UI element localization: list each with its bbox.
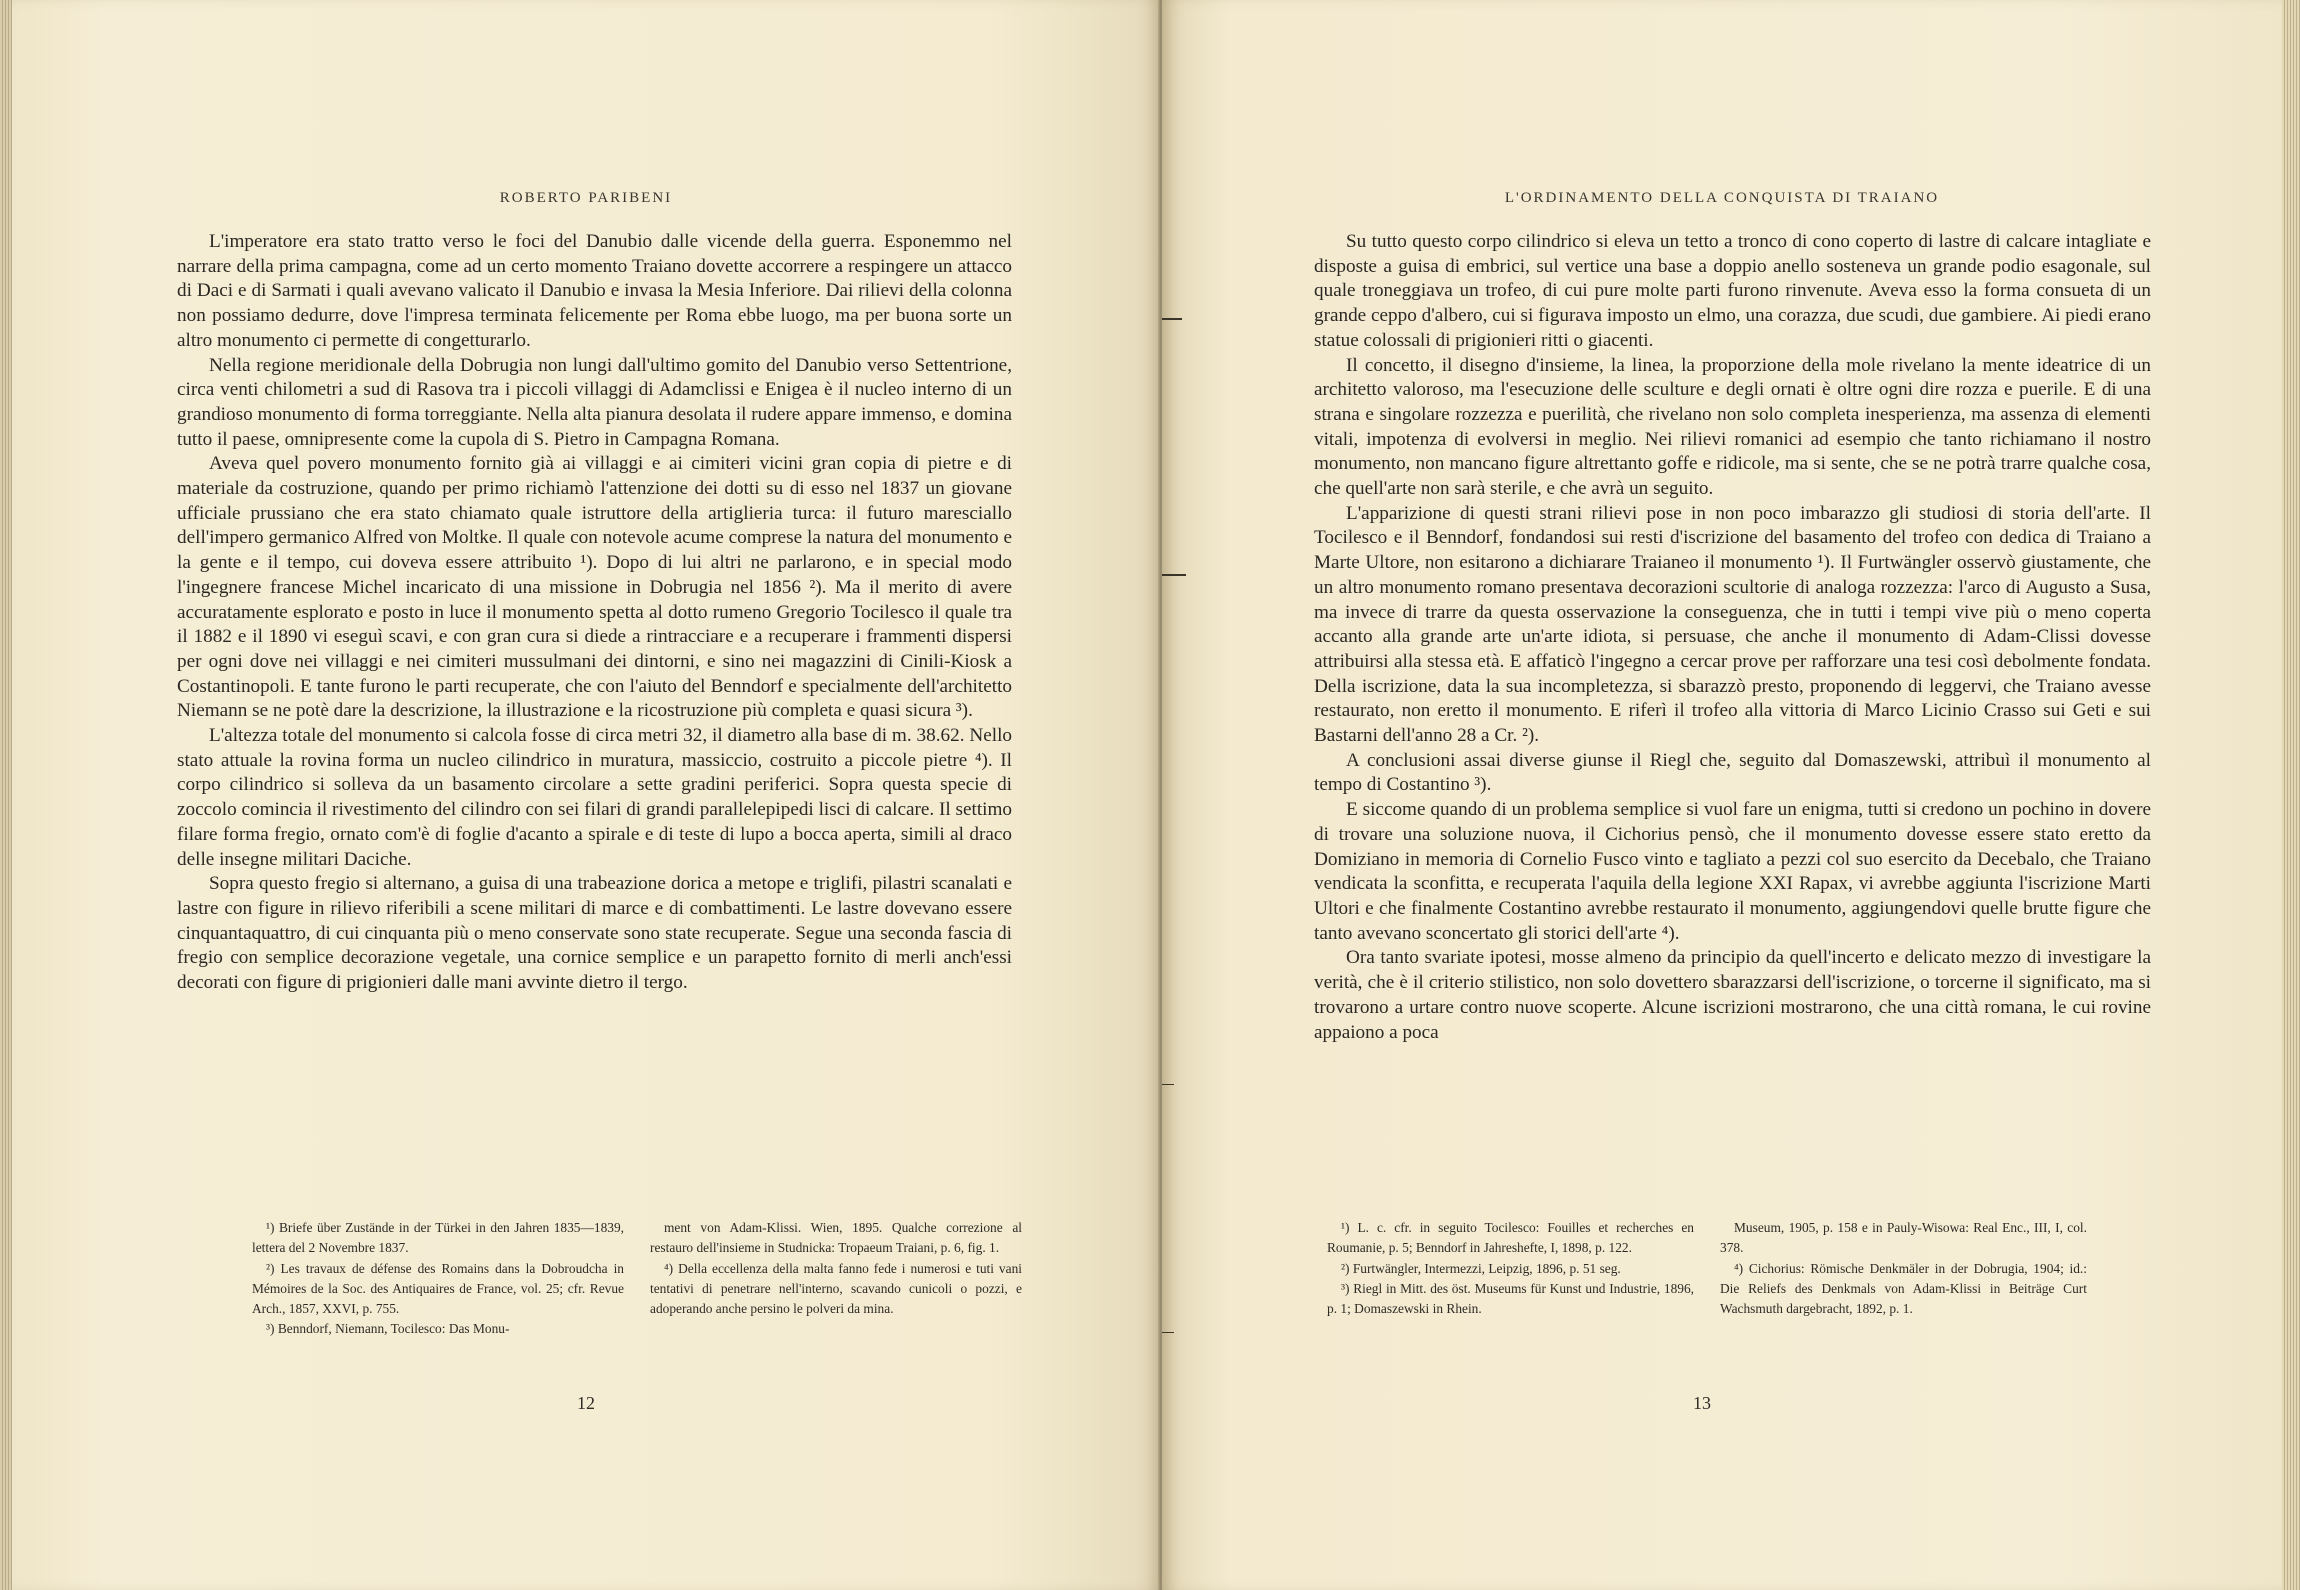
footnote: ³) Riegl in Mitt. des öst. Museums für Kunst und Industrie, 1896, p. 1; Domaszewski in Rhein. xyxy=(1327,1280,1694,1317)
footnote-column xyxy=(252,1218,624,1340)
footnote: ⁴) Cichorius: Römische Denkmäler in der Dobrugia, 1904; id.: Die Reliefs des Denkmals von Adam-Klissi in Beiträge Curt Wachsmuth dargebracht, 1892, p. 1. xyxy=(1720,1260,2087,1317)
binding-stitch-mark xyxy=(1162,1084,1174,1085)
footnote-column xyxy=(1327,1218,1694,1319)
running-head-left: ROBERTO PARIBENI xyxy=(499,190,673,206)
footnote: ²) Les travaux de défense des Romains dans la Dobroudcha in Mémoires de la Soc. des Antiquaires de France, vol. 25; cfr. Revue Arch., 1857, XXVI, p. 755. xyxy=(252,1260,624,1317)
paragraph: L'apparizione di questi strani rilievi pose in non poco imbarazzo gli studiosi di storia dell'arte. Il Tocilesco e il Benndorf, fondandosi sui resti d'iscrizione del basamento del trofeo con dedica di Traiano a Marte Ultore, non esitarono a dichiarare Traianeo il monumento ¹). Il Furtwängler osservò giustamente, che un altro monumento romano presentava decorazioni scultorie di analoga rozzezza: l'arco di Augusto a Susa, ma invece di trarre da questa osservazione la conseguenza, che in tutti i tempi vive più o meno coperta accanto alla grande arte un'arte idiota, si persuase, che anche il monumento di Adam-Clissi dovesse attribuirsi alla stessa età. E affaticò l'ingegno a cercar prove per rafforzare una tesi così debolmente fondata. Della iscrizione, data la sua incompletezza, si sbarazzò presto, proponendo di leggervi, che Traiano avesse restaurato, non eretto il monumento. E riferì il trofeo alla vittoria di Marco Licinio Crasso sui Geti e sui Bastarni dell'anno 28 a Cr. ²). xyxy=(1314,502,2151,747)
footnote-column xyxy=(1720,1218,2087,1319)
running-head-right: L'ORDINAMENTO DELLA CONQUISTA DI TRAIANO xyxy=(1504,190,1940,206)
paragraph: Sopra questo fregio si alternano, a guisa di una trabeazione dorica a metope e triglifi, pilastri scanalati e lastre con figure in rilievo riferibili a scene militari di marce e di combattimenti. Le lastre dovevano essere cinquantaquattro, di cui cinquanta più o meno conservate sono state recuperate. Segue una seconda fascia di fregio con semplice decorazione vegetale, una cornice semplice e un parapetto fornito di merli anch'essi decorati con figure di prigionieri dalle mani avvinte dietro il tergo. xyxy=(177,873,1012,994)
paragraph: L'imperatore era stato tratto verso le foci del Danubio dalle vicende della guerra. Esponemmo nel narrare della prima campagna, come ad un certo momento Traiano dovette accorrere a respingere un attacco di Daci e di Sarmati i quali avevano valicato il Danubio e invasa la Mesia Inferiore. Dai rilievi della colonna non possiamo dedurre, dove l'impresa terminata felicemente per Roma ebbe luogo, ma per buona sorte un altro monumento ci permette di congetturarlo. xyxy=(177,231,1012,351)
paragraph: Ora tanto svariate ipotesi, mosse almeno da principio da quell'incerto e delicato mezzo di investigare la verità, che è il criterio stilistico, non solo dovettero sbarazzarsi dell'iscrizione, o torcerne il significato, ma si trovarono a urtare contro nuove scoperte. Alcune iscrizioni mostrarono, che una città romana, le cui rovine appaiono a poca xyxy=(1314,947,2151,1043)
left-body-text xyxy=(177,230,1012,996)
binding-stitch-mark xyxy=(1162,318,1182,320)
footnote: ³) Benndorf, Niemann, Tocilesco: Das Monu- xyxy=(266,1321,510,1337)
footnote-column xyxy=(650,1218,1022,1340)
paragraph: E siccome quando di un problema semplice si vuol fare un enigma, tutti si credono un pochino in dovere di trovare una soluzione nuova, il Cichorius pensò, che il monumento dovesse essere stato eretto da Domiziano in memoria di Cornelio Fusco vinto e tagliato a pezzi col suo esercito da Decebalo, che Traiano vendicata la sconfitta, e recuperata l'aquila della legione XXI Rapax, vi avrebbe aggiunta l'iscrizione Marti Ultori e che finalmente Costantino avrebbe restaurato il monumento, aggiungendovi quelle brutte figure che tanto avevano sconcertato gli storici dell'arte ⁴). xyxy=(1314,799,2151,944)
paragraph: Nella regione meridionale della Dobrugia non lungi dall'ultimo gomito del Danubio verso Settentrione, circa venti chilometri a sud di Rasova tra i piccoli villaggi di Adamclissi e Enigea è il nucleo interno di un grandioso monumento di forma torreggiante. Nella alta pianura desolata il rudere appare immenso, e domina tutto il paese, omnipresente come la cupola di S. Pietro in Campagna Romana. xyxy=(177,354,1012,450)
binding-stitch-mark xyxy=(1162,1332,1174,1333)
footnote: Museum, 1905, p. 158 e in Pauly-Wisowa: Real Enc., III, I, col. 378. xyxy=(1720,1220,2087,1256)
page-number-left: 12 xyxy=(577,1393,595,1413)
footnote: ¹) Briefe über Zustände in der Türkei in den Jahren 1835—1839, lettera del 2 Novembre 1837. xyxy=(252,1220,624,1256)
paragraph: Il concetto, il disegno d'insieme, la linea, la proporzione della mole rivelano la mente ideatrice di un architetto valoroso, ma l'esecuzione delle sculture e degli ornati è oltre ogni dire rozza e puerile. E di una strana e singolare rozzezza e puerilità, che rivelano non solo completa inesperienza, ma assenza di elementi vitali, impotenza di evolversi in meglio. Nei rilievi romanici ad esempio che tanto richiamano il nostro monumento, non mancano figure altrettanto goffe e ridicole, ma si sente, che se ne potrà trarre qualche cosa, che quell'arte non sarà sterile, e che avrà un seguito. xyxy=(1314,354,2151,500)
footnote: ²) Furtwängler, Intermezzi, Leipzig, 1896, p. 51 seg. xyxy=(1341,1260,1621,1276)
paragraph: Su tutto questo corpo cilindrico si eleva un tetto a tronco di cono coperto di lastre di calcare intagliate e disposte a guisa di embrici, sul vertice una base a doppio anello sosteneva un grande podio esagonale, sul quale troneggiava un trofeo, di cui pure molte parti furono rinvenute. Aveva esso la forma consueta di un grande ceppo d'albero, cui si figurava imposto un elmo, una corazza, due scudi, due gambiere. Ai piedi erano statue colossali di prigionieri ritti o giacenti. xyxy=(1314,231,2151,351)
footnote: ⁴) Della eccellenza della malta fanno fede i numerosi e tuti vani tentativi di penetrare nell'interno, scavando cunicoli o pozzi, e adoperando anche persino le polveri da mina. xyxy=(650,1260,1022,1317)
binding-stitch-mark xyxy=(1162,574,1186,576)
footnote: ment von Adam-Klissi. Wien, 1895. Qualche correzione al restauro dell'insieme in Studnicka: Tropaeum Traiani, p. 6, fig. 1. xyxy=(650,1220,1022,1256)
paragraph: Aveva quel povero monumento fornito già ai villaggi e ai cimiteri vicini gran copia di pietre e di materiale da costruzione, quando per primo richiamò l'attenzione dei dotti su di esso nel 1837 un giovane ufficiale prussiano che era stato chiamato quale istruttore della artiglieria turca: il futuro maresciallo dell'impero germanico Alfred von Moltke. Il quale con notevole acume comprese la natura del monumento e la gente e il tempo, cui doveva essere attribuito ¹). Dopo di lui altri ne parlarono, e in special modo l'ingegnere francese Michel incaricato di una missione in Dobrugia nel 1856 ²). Ma il merito di avere accuratamente esplorato e posto in luce il monumento spetta al dotto rumeno Gregorio Tocilesco il quale tra il 1882 e il 1890 vi eseguì scavi, e con gran cura si diede a rintracciare e a recuperare i frammenti dispersi per ogni dove nei villaggi e nei cimiteri mussulmani dei dintorni, e sino nei magazzini di Cinili-Kiosk a Costantinopoli. E tante furono le parti recuperate, che con l'aiuto del Benndorf e specialmente dell'architetto Niemann se ne potè dare la descrizione, la illustrazione e la ricostruzione più completa e quasi sicura ³). xyxy=(177,453,1012,722)
paragraph: L'altezza totale del monumento si calcola fosse di circa metri 32, il diametro alla base di m. 38.62. Nello stato attuale la rovina forma un nucleo cilindrico in muratura, massiccio, costruito a piccole pietre ⁴). Il corpo cilindrico si solleva da un basamento circolare a sette gradini periferici. Sopra questa specie di zoccolo comincia il rivestimento del cilindro con sei filari di grandi parallelepipedi lisci di calcare. Il settimo filare forma fregio, ornato com'è di foglie d'acanto a spirale e di teste di lupo a bocca aperta, simili al draco delle insegne militari Daciche. xyxy=(177,725,1012,870)
footnote: ¹) L. c. cfr. in seguito Tocilesco: Fouilles et recherches en Roumanie, p. 5; Benndorf in Jahreshefte, I, 1898, p. 122. xyxy=(1327,1220,1694,1256)
right-page xyxy=(1162,0,2282,1590)
left-page xyxy=(12,0,1160,1590)
right-page-edge xyxy=(2282,0,2300,1590)
right-footnotes xyxy=(1327,1218,2087,1319)
left-page-edge xyxy=(0,0,12,1590)
page-number-right: 13 xyxy=(1693,1393,1711,1413)
right-body-text xyxy=(1314,230,2151,1045)
left-footnotes xyxy=(252,1218,1022,1340)
paragraph: A conclusioni assai diverse giunse il Riegl che, seguito dal Domaszewski, attribuì il monumento al tempo di Costantino ³). xyxy=(1314,749,2151,796)
